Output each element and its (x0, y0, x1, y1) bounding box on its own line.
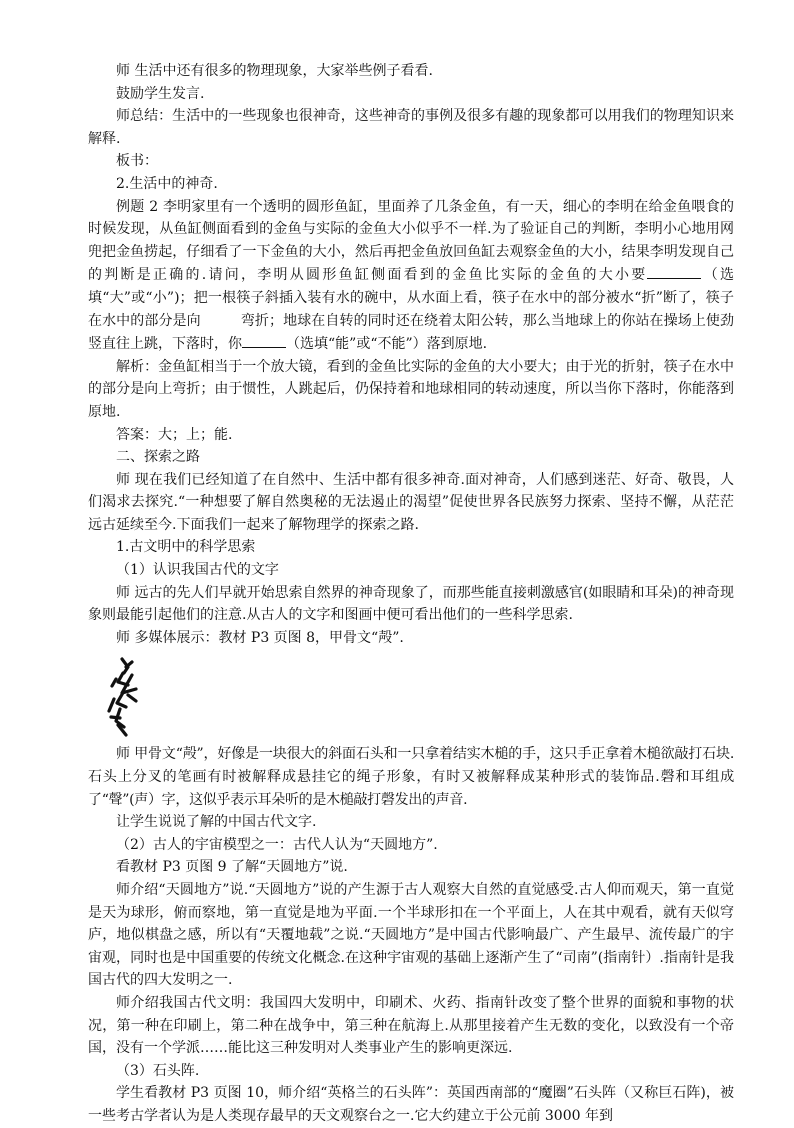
question-text: （选填“能”或“不能”）落到原地. (286, 336, 488, 353)
paragraph: 师 甲骨文“殸”，好像是一块很大的斜面石头和一只拿着结实木槌的手，这只手正拿着木槌欲敲打石块.石头上分叉的笔画有时被解释成悬挂它的绳子形象，有时又被解释成某种形式的装饰品.磬和耳组成了“聲”(声）字，这似乎表示耳朵听的是木槌敲打磬发出的声音. (88, 746, 734, 808)
paragraph: 师 现在我们已经知道了在自然中、生活中都有很多神奇.面对神奇，人们感到迷茫、好奇、敬畏，人们渴求去探究.“一种想要了解自然奥秘的无法遏止的渴望”促使世界各民族努力探索、坚持不懈，从茫茫远古延续至今.下面我们一起来了解物理学的探索之路. (88, 471, 734, 533)
paragraph: 2.生活中的神奇. (116, 175, 218, 192)
subsection-heading: （3）石头阵. (116, 1062, 200, 1079)
subsection-heading: 1.古文明中的科学思索 (116, 539, 256, 556)
question-text: 弯折；地球在自转的同时还在绕着太阳公转，那么当地球上的你站在操场上使劲竖直往上跳，下落时，你 (88, 312, 735, 353)
paragraph: 师 多媒体展示：教材 P3 页图 8，甲骨文“殸”. (116, 629, 404, 646)
paragraph: 学生看教材 P3 页图 10，师介绍“英格兰的石头阵”：英国西南部的“魔圈”石头阵（又称巨石阵)，被一些考古学者认为是人类现存最早的天文观察台之一.它大约建立于公元前 3000 年到 (88, 1085, 734, 1124)
paragraph: 板书： (116, 153, 158, 170)
paragraph: 师总结：生活中的一些现象也很神奇，这些神奇的事例及很多有趣的现象都可以用我们的物理知识来解释. (88, 108, 734, 147)
paragraph: 师 生活中还有很多的物理现象，大家举些例子看看. (116, 63, 433, 79)
oracle-bone-glyph-icon (102, 655, 146, 739)
paragraph: 让学生说说了解的中国古代文字. (116, 814, 317, 831)
paragraph: 答案：大；上；能. (116, 426, 233, 443)
paragraph: 师介绍“天圆地方”说.“天圆地方”说的产生源于古人观察大自然的直觉感受.古人仰而观天，第一直觉是天为球形，俯而察地，第一直觉是地为平面.一个半球形扣在一个平面上，人在其中观看，就有天似穹庐，地似棋盘之感，所以有“天覆地载”之说.“天圆地方”是中国古代影响最广、产生最早、流传最广的宇宙观，同时也是中国重要的传统文化概念.在这种宇宙观的基础上逐渐产生了“司南”(指南针）.指南针是我国古代的四大发明之一. (88, 882, 734, 989)
example-question (88, 196, 734, 356)
question-text: （选填“大”或“小”)；把一根筷子斜插入装有水的碗中，从水面上看，筷子在水中的部分被水“折”断了，筷子在水中的部分是向 (88, 267, 735, 329)
question-text: 例题 2 李明家里有一个透明的圆形鱼缸，里面养了几条金鱼，有一天，细心的李明在给金鱼喂食的时候发现，从鱼缸侧面看到的金鱼与实际的金鱼大小似乎不一样.为了验证自己的判断，李明小心地用网兜把金鱼捞起，仔细看了一下金鱼的大小，然后再把金鱼放回鱼缸去观察金鱼的大小，结果李明发现自己的判断是正确的.请问，李明从圆形鱼缸侧面看到的金鱼比实际的金鱼的大小要 (88, 198, 734, 284)
paragraph: 解析：金鱼缸相当于一个放大镜，看到的金鱼比实际的金鱼的大小要大；由于光的折射，筷子在水中的部分是向上弯折；由于惯性，人跳起后，仍保持着和地球相同的转动速度，所以当你下落时，你能落到原地. (88, 358, 734, 420)
document-page (88, 60, 734, 1128)
oracle-bone-figure (102, 655, 734, 739)
paragraph: （2）古人的宇宙模型之一：古代人认为“天圆地方”. (116, 836, 438, 853)
subsection-heading: （1）认识我国古代的文字 (116, 562, 279, 579)
answer-blank (242, 332, 286, 348)
paragraph: 师 远古的先人们早就开始思索自然界的神奇现象了，而那些能直接刺激感官(如眼睛和耳朵)的神奇现象则最能引起他们的注意.从古人的文字和图画中便可看出他们的一些科学思索. (88, 584, 734, 624)
paragraph: 看教材 P3 页图 9 了解“天圆地方”说. (116, 859, 348, 876)
answer-blank (647, 263, 701, 279)
paragraph: 师介绍我国古代文明：我国四大发明中，印刷术、火药、指南针改变了整个世界的面貌和事物的状况，第一种在印刷上，第二种在战争中，第三种在航海上.从那里接着产生无数的变化，以致没有一个帝国，没有一个学派……能比这三种发明对人类事业产生的影响更深远. (88, 994, 734, 1057)
paragraph: 鼓励学生发言. (116, 85, 205, 102)
section-heading: 二、探索之路 (116, 449, 200, 466)
